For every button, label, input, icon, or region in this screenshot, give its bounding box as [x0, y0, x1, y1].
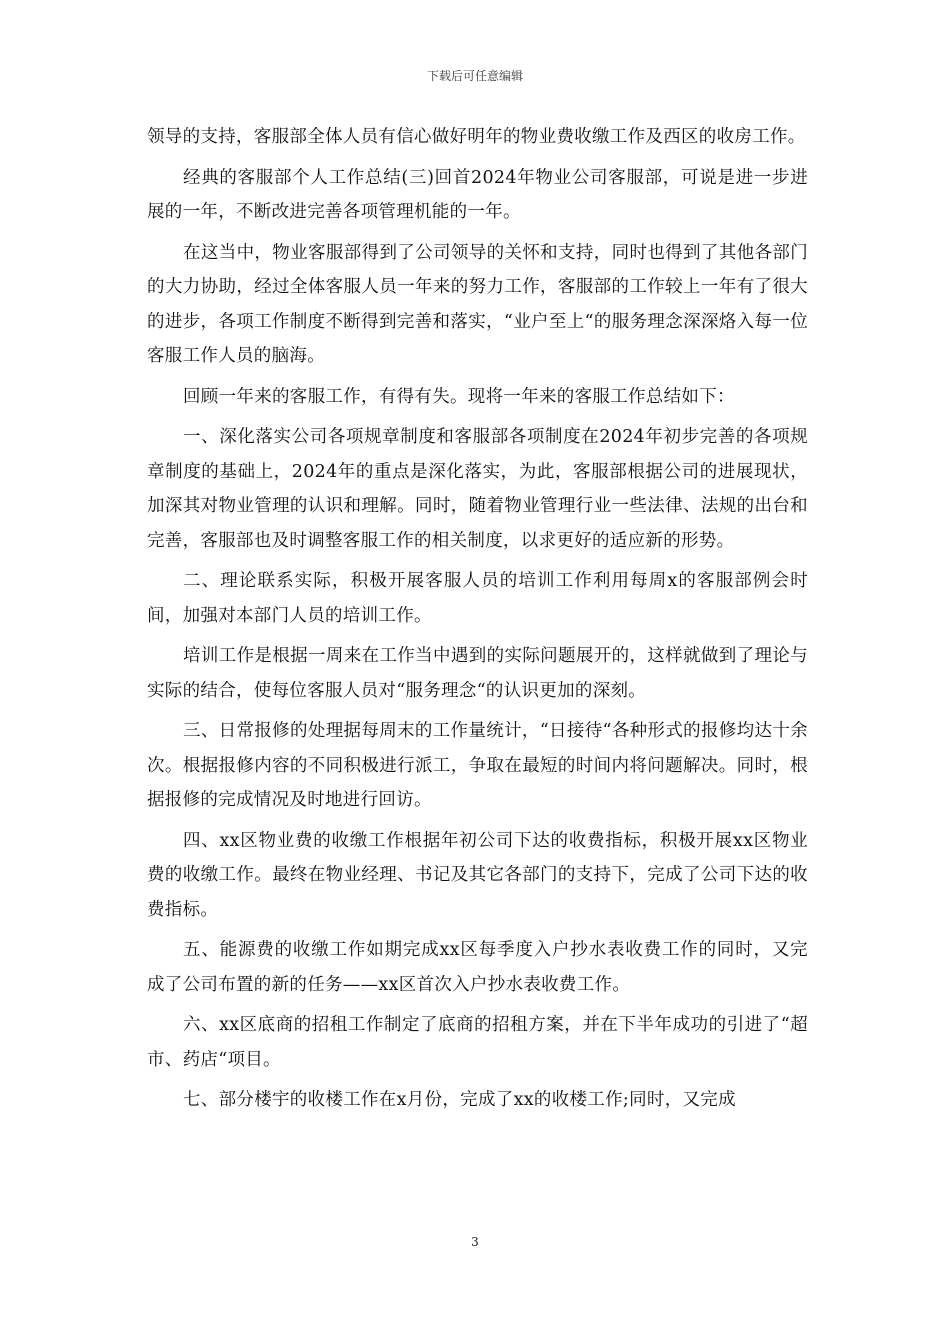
paragraph-3: 在这当中，物业客服部得到了公司领导的关怀和支持，同时也得到了其他各部门的大力协助，经过全体客服人员一年来的努力工作，客服部的工作较上一年有了很大的进步，各项工作制度不断得到完善和落实，“业户至上“的服务理念深深烙入每一位客服工作人员的脑海。: [147, 242, 808, 366]
document-body: [147, 120, 808, 1124]
paragraph-6: 二、理论联系实际，积极开展客服人员的培训工作利用每周x的客服部例会时间，加强对本部门人员的培训工作。: [147, 571, 808, 626]
paragraph-11: 六、xx区底商的招租工作制定了底商的招租方案，并在下半年成功的引进了“超市、药店“项目。: [147, 1015, 808, 1070]
paragraph-10: 五、能源费的收缴工作如期完成xx区每季度入户抄水表收费工作的同时，又完成了公司布置的新的任务——xx区首次入户抄水表收费工作。: [147, 940, 808, 995]
page-number: 3: [471, 1235, 479, 1249]
paragraph-12: 七、部分楼宇的收楼工作在x月份，完成了xx的收楼工作;同时，又完成: [183, 1090, 736, 1110]
paragraph-2: 经典的客服部个人工作总结(三)回首2024年物业公司客服部，可说是进一步进展的一年，不断改进完善各项管理机能的一年。: [147, 167, 808, 222]
paragraph-5: 一、深化落实公司各项规章制度和客服部各项制度在2024年初步完善的各项规章制度的基础上，2024年的重点是深化落实，为此，客服部根据公司的进展现状，加深其对物业管理的认识和理解。同时，随着物业管理行业一些法律、法规的出台和完善，客服部也及时调整客服工作的相关制度，以求更好的适应新的形势。: [147, 427, 808, 551]
paragraph-7: 培训工作是根据一周来在工作当中遇到的实际问题展开的，这样就做到了理论与实际的结合，使每位客服人员对“服务理念“的认识更加的深刻。: [147, 646, 808, 701]
page-header-note: 下载后可任意编辑: [426, 69, 523, 83]
paragraph-1: 领导的支持，客服部全体人员有信心做好明年的物业费收缴工作及西区的收房工作。: [147, 127, 806, 147]
paragraph-8: 三、日常报修的处理据每周末的工作量统计，“日接待“各种形式的报修均达十余次。根据报修内容的不同积极进行派工，争取在最短的时间内将问题解决。同时，根据报修的完成情况及时地进行回访。: [147, 721, 808, 810]
paragraph-4: 回顾一年来的客服工作，有得有失。现将一年来的客服工作总结如下：: [183, 386, 735, 407]
paragraph-9: 四、xx区物业费的收缴工作根据年初公司下达的收费指标，积极开展xx区物业费的收缴工作。最终在物业经理、书记及其它各部门的支持下，完成了公司下达的收费指标。: [147, 830, 808, 920]
